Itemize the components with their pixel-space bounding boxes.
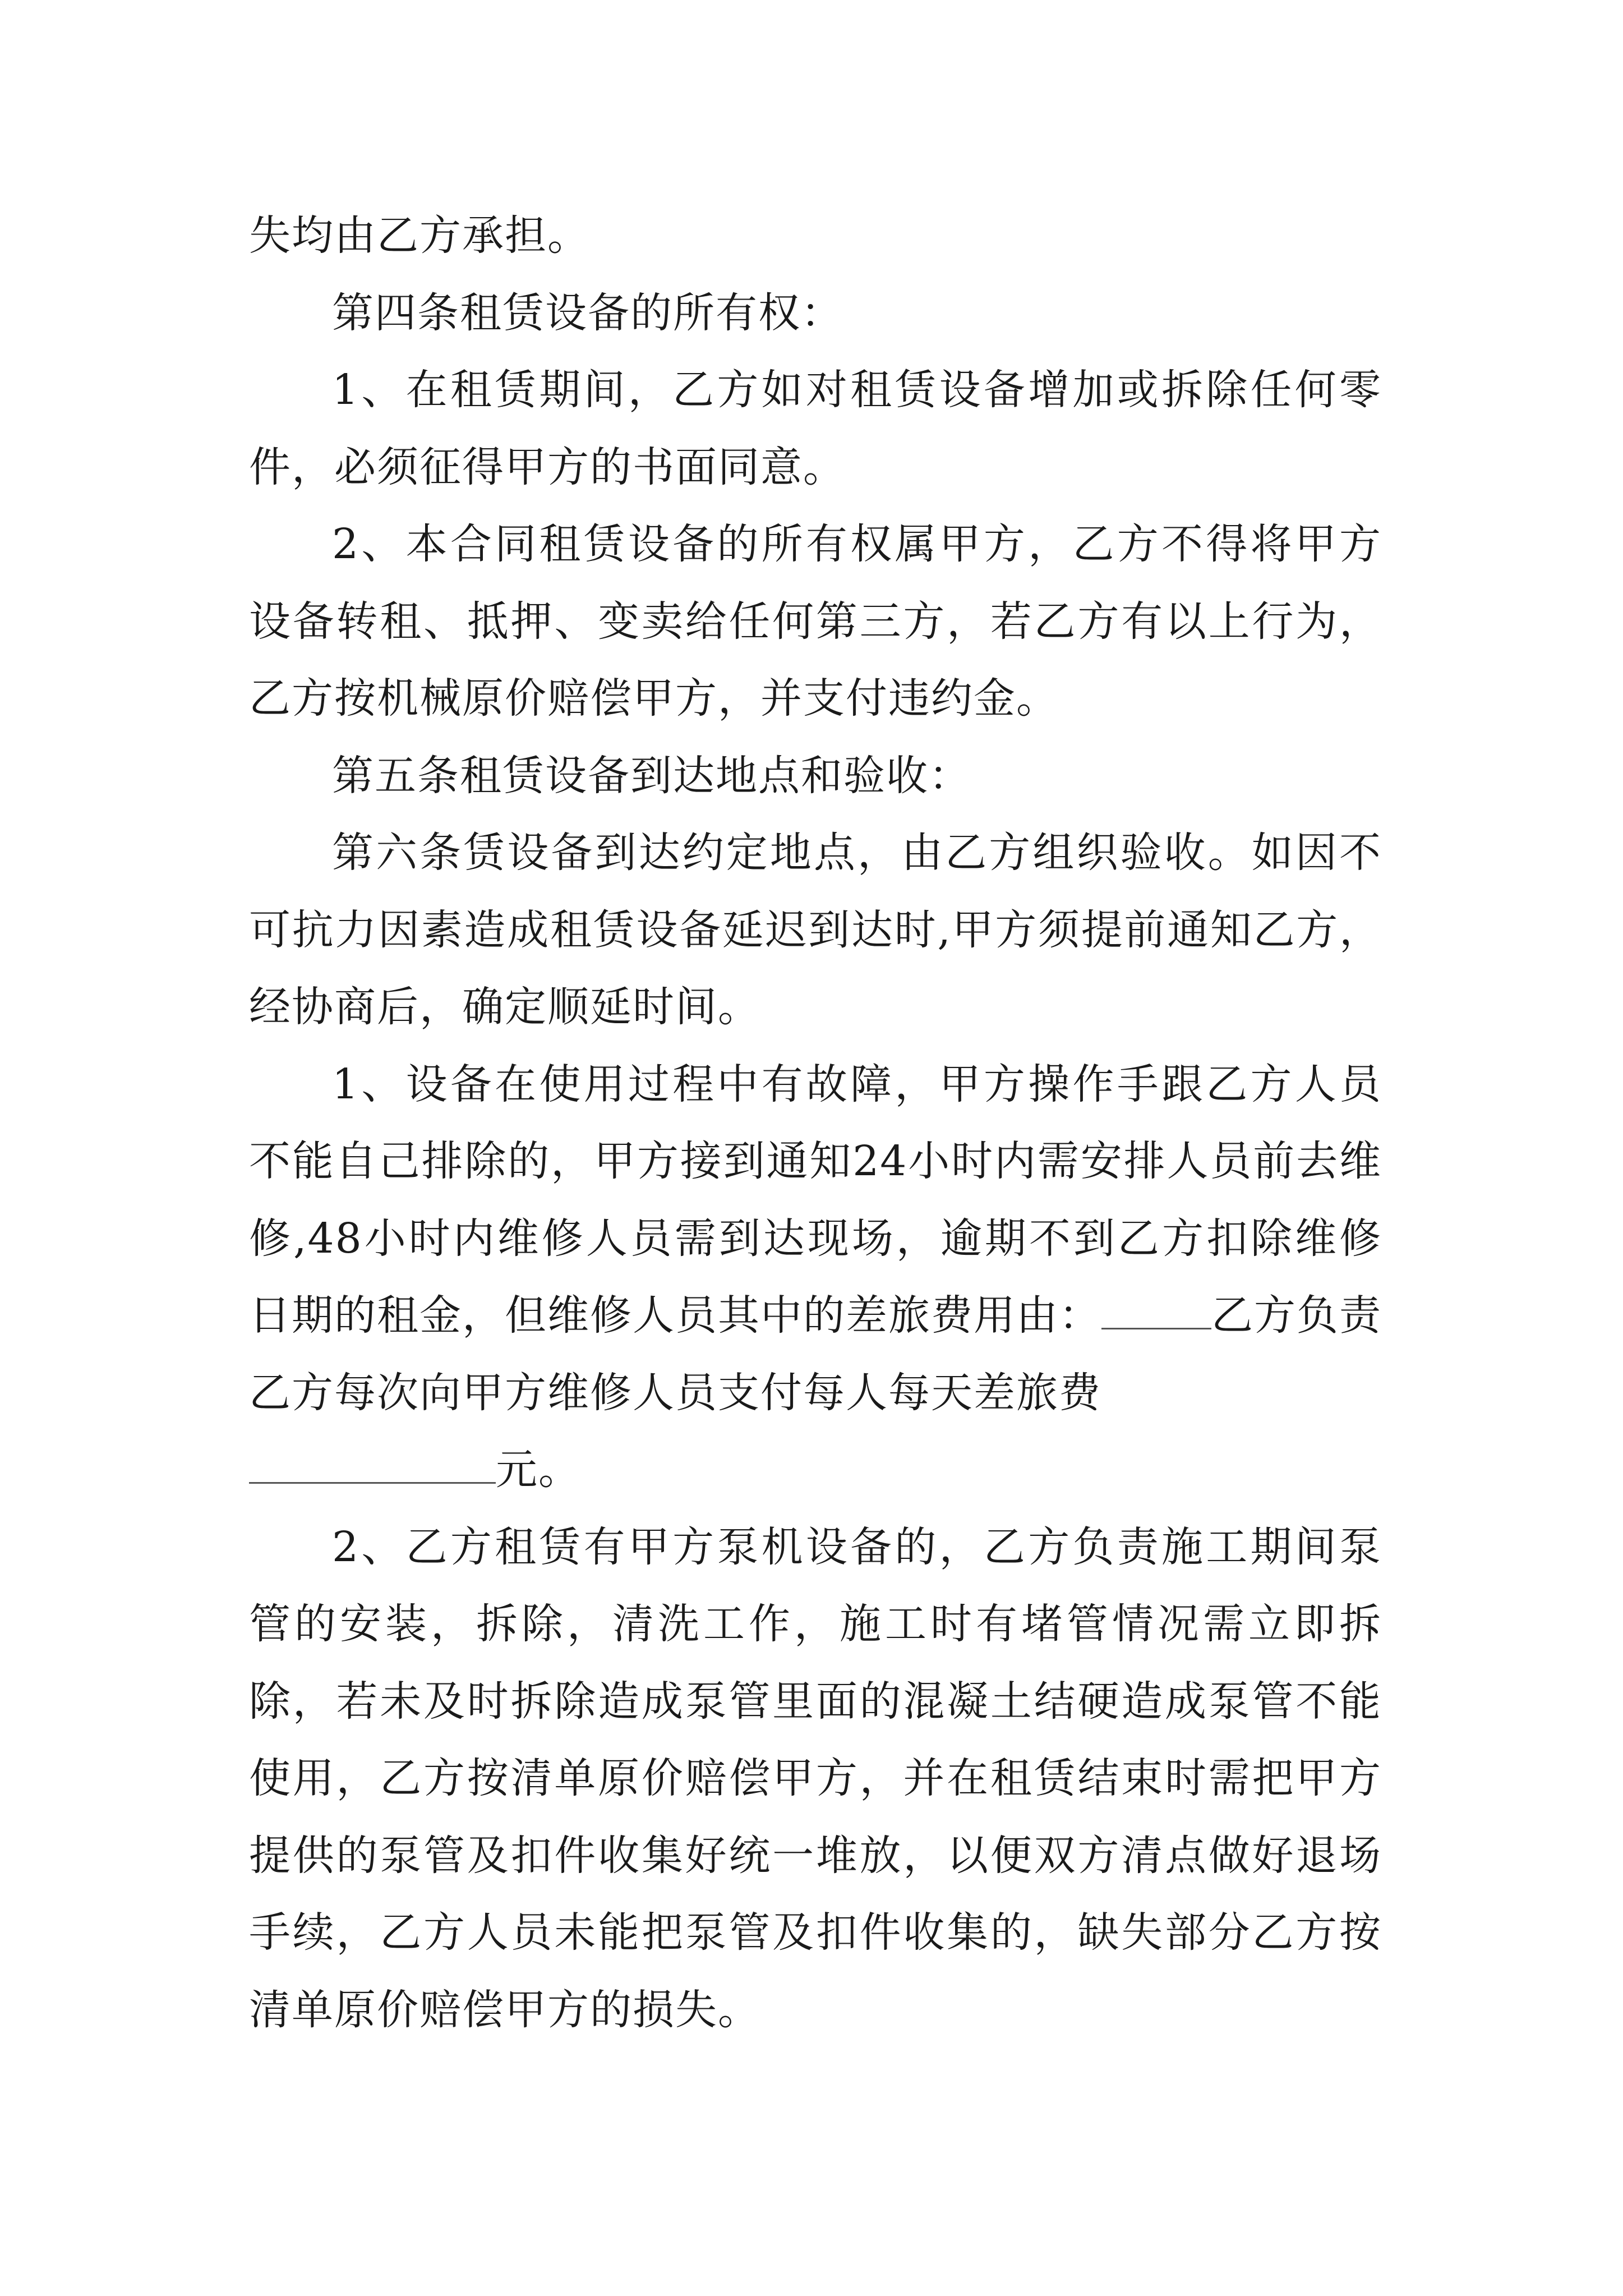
- travel-cost-party-blank: [1101, 1293, 1211, 1329]
- paragraph-continuation: 失均由乙方承担。: [249, 211, 590, 260]
- article-6-item-2: 2、乙方租赁有甲方泵机设备的，乙方负责施工期间泵管的安装，拆除，清洗工作，施工时有堵管情况需立即拆除，若未及时拆除造成泵管里面的混凝土结硬造成泵管不能使用，乙方按清单原价赔偿甲方，并在租赁结束时需把甲方提供的泵管及扣件收集好统一堆放，以便双方清点做好退场手续，乙方人员未能把泵管及扣件收集的，缺失部分乙方按清单原价赔偿甲方的损失。: [249, 1522, 1382, 2034]
- travel-cost-amount-blank: [249, 1447, 496, 1484]
- article-4-item-1: 1、在租赁期间，乙方如对租赁设备增加或拆除任何零件，必须征得甲方的书面同意。: [249, 366, 1382, 491]
- article-4-heading: 第四条租赁设备的所有权：: [332, 288, 843, 337]
- article-6-item-1: [249, 1046, 1382, 1509]
- article-5-heading: 第五条租赁设备到达地点和验收：: [332, 751, 971, 800]
- article-6-item-1-text: 1、设备在使用过程中有故障，甲方操作手跟乙方人员不能自己排除的，甲方接到通知24小时内需安排人员前去维修,48小时内维修人员需到达现场，逾期不到乙方扣除维修日期的租金，但维修人员其中的差旅费用由：: [249, 1060, 1382, 1340]
- article-6-item-1-unit: 元。: [496, 1446, 581, 1494]
- document-body: [249, 197, 1382, 2049]
- article-6-item-1-text-continued: 乙方负责乙方每次向甲方维修人员支付每人每天差旅费: [249, 1291, 1382, 1417]
- article-6-paragraph: 第六条赁设备到达约定地点，由乙方组织验收。如因不可抗力因素造成租赁设备延迟到达时,甲方须提前通知乙方，经协商后，确定顺延时间。: [249, 829, 1382, 1031]
- article-4-item-2: 2、本合同租赁设备的所有权属甲方，乙方不得将甲方设备转租、抵押、变卖给任何第三方，若乙方有以上行为，乙方按机械原价赔偿甲方，并支付违约金。: [249, 520, 1382, 723]
